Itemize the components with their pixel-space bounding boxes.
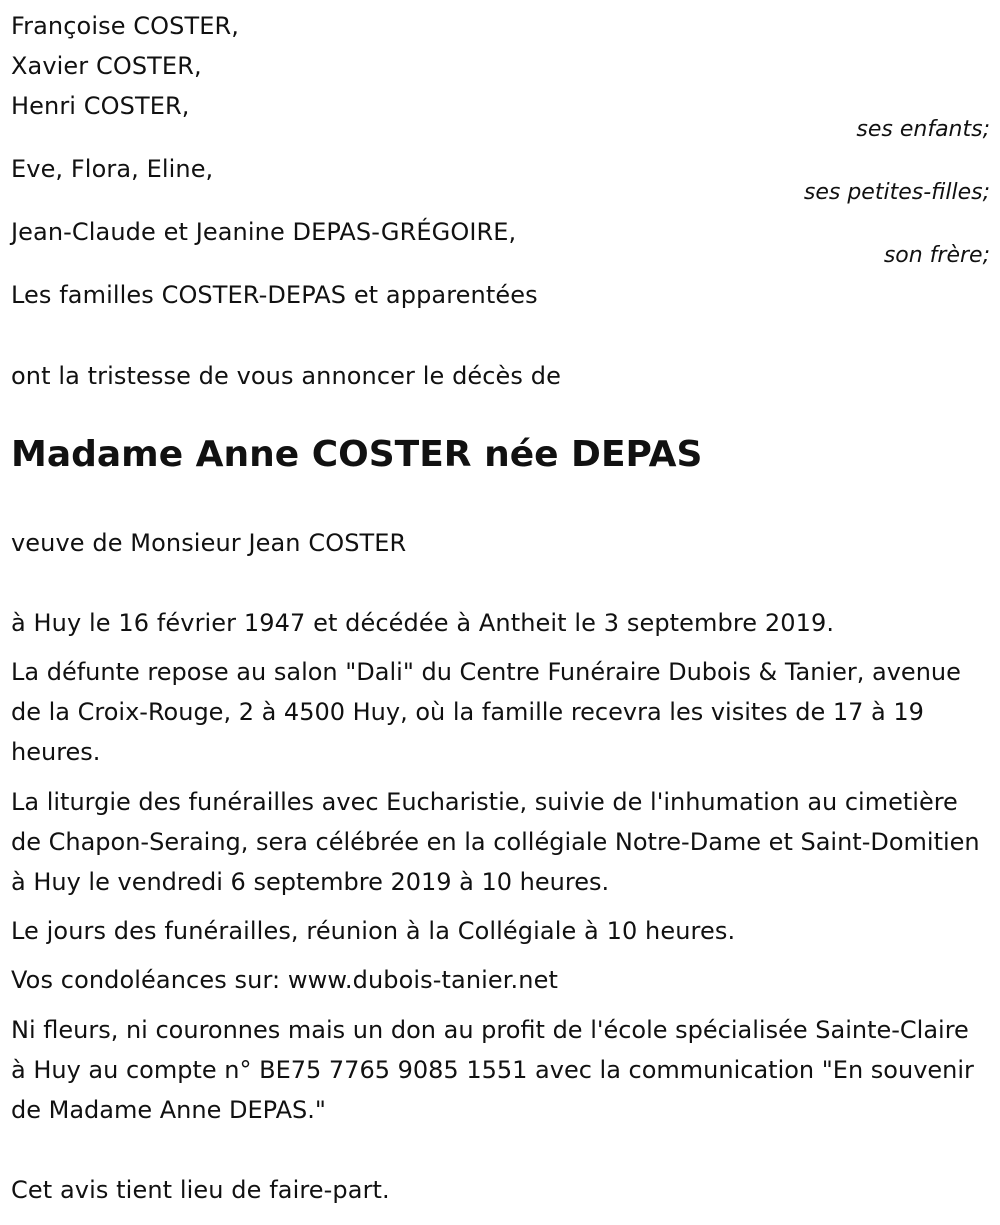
condolences-text: Vos condoléances sur: www.dubois-tanier.net — [11, 966, 558, 994]
birth-death-text: à Huy le 16 février 1947 et décédée à Antheit le 3 septembre 2019. — [11, 609, 835, 637]
mourner-families: Les familles COSTER-DEPAS et apparentées — [11, 281, 538, 309]
repose-paragraph: La défunte repose au salon "Dali" du Centre Funéraire Dubois & Tanier, avenue de la Croix-Rouge, 2 à 4500 Huy, où la famille recevra les visites de 17 à 19 heures. — [11, 658, 961, 766]
relation-children: ses enfants; — [856, 117, 990, 142]
announcement-text: ont la tristesse de vous annoncer le décès de — [11, 362, 561, 390]
relation-granddaughters: ses petites-filles; — [803, 180, 990, 205]
liturgy-paragraph: La liturgie des funérailles avec Eucharistie, suivie de l'inhumation au cimetière de Chapon-Seraing, sera célébrée en la collégiale Notre-Dame et Saint-Domitien à Huy le vendredi 6 septembre 2019 à 10 heures. — [11, 788, 980, 896]
deceased-name: Madame Anne COSTER née DEPAS — [11, 434, 703, 475]
mourner-brother: Jean-Claude et Jeanine DEPAS-GRÉGOIRE, — [11, 218, 517, 246]
mourner-child: Françoise COSTER, — [11, 12, 240, 40]
relation-brother: son frère; — [883, 243, 990, 268]
mourner-child: Henri COSTER, — [11, 92, 190, 120]
mourner-granddaughters: Eve, Flora, Eline, — [11, 155, 214, 183]
donation-paragraph: Ni fleurs, ni couronnes mais un don au profit de l'école spécialisée Sainte-Claire à Huy au compte n° BE75 7765 9085 1551 avec la communication "En souvenir de Madame Anne DEPAS." — [11, 1016, 974, 1124]
widow-of-text: veuve de Monsieur Jean COSTER — [11, 529, 407, 557]
mourner-child: Xavier COSTER, — [11, 52, 202, 80]
meeting-text: Le jours des funérailles, réunion à la Collégiale à 10 heures. — [11, 917, 736, 945]
footer-text: Cet avis tient lieu de faire-part. — [11, 1176, 390, 1204]
